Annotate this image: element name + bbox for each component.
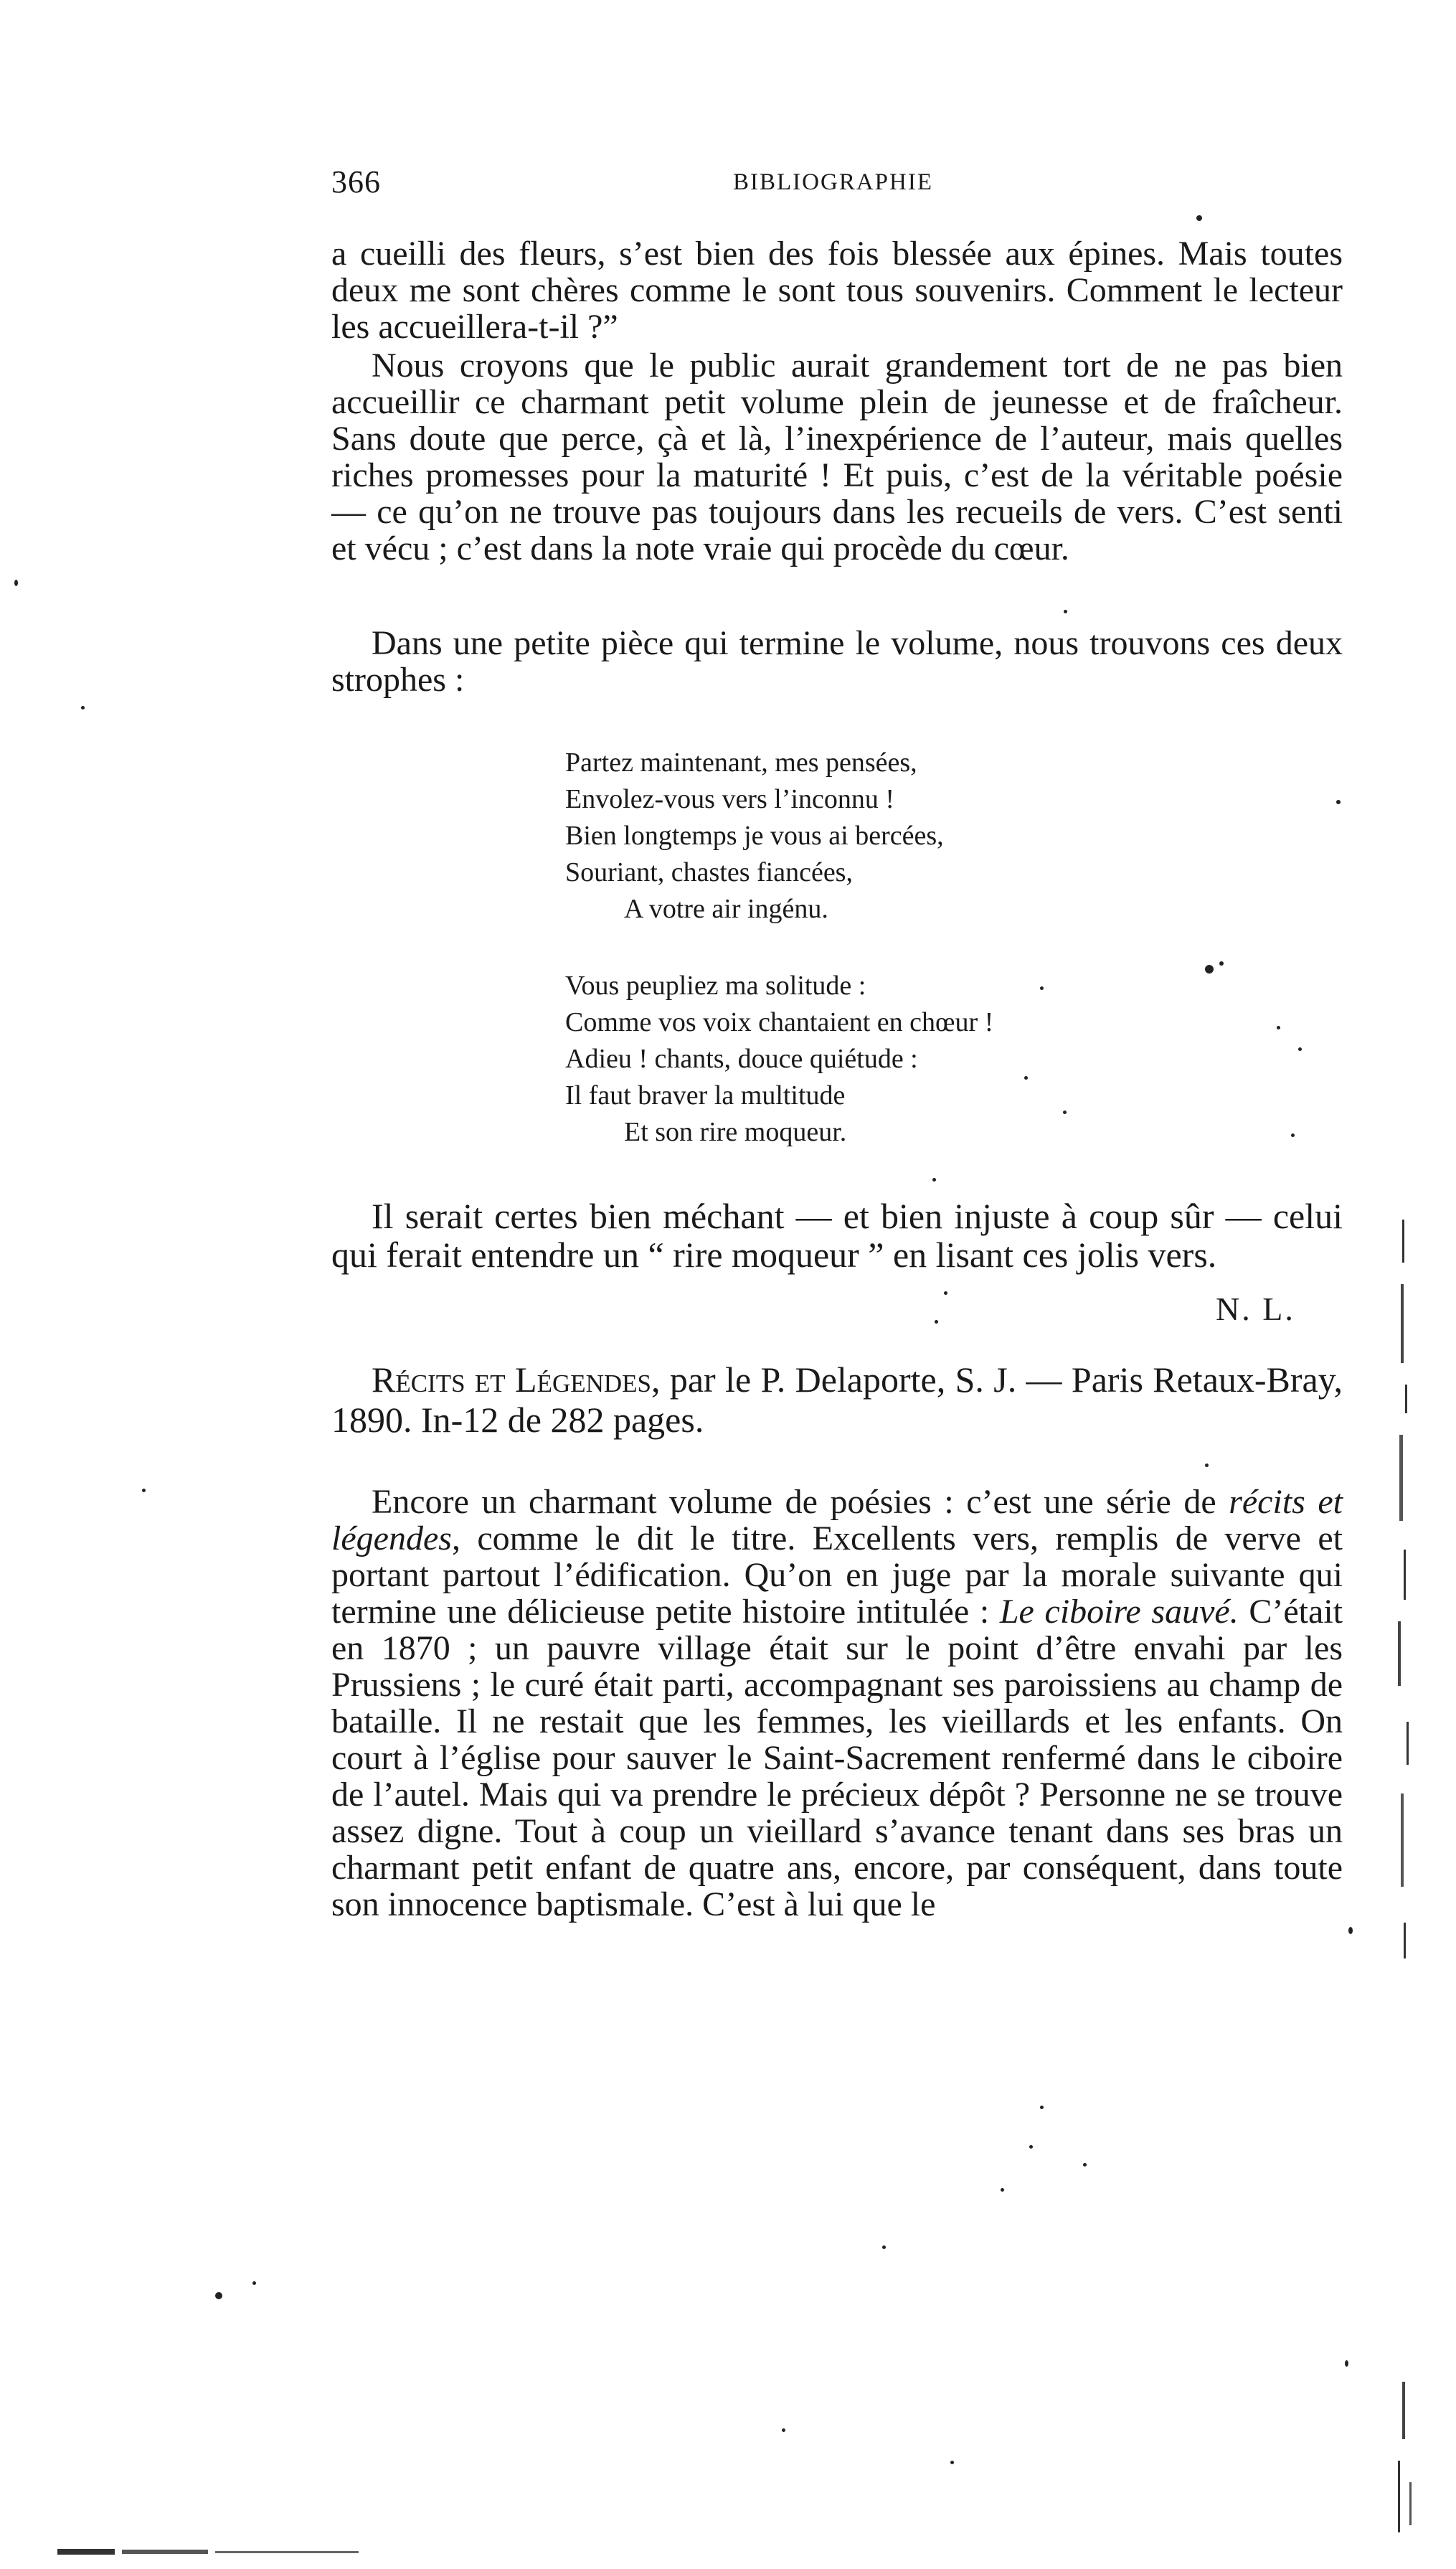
scan-speck (81, 706, 85, 710)
scan-speck (1040, 2106, 1044, 2109)
poem-line: Comme vos voix chantaient en chœur ! (565, 1007, 994, 1037)
scan-speck (1001, 2188, 1004, 2192)
scan-speck (944, 1291, 947, 1295)
scan-speck (1196, 215, 1202, 221)
paragraph-3-text: Dans une petite pièce qui termine le volume, nous trouvons ces deux strophes : (331, 624, 1343, 699)
paragraph-2-text: Nous croyons que le public aurait grandement tort de ne pas bien accueillir ce charmant petit volume plein de jeunesse et de fraîcheur. Sans doute que perce, çà et là, l’inexpérience de l’auteur, mais quelles riches promesses pour la maturité ! Et puis, c’est de la véritable poésie — ce qu’on ne trouve pas toujours dans les recueils de vers. C’est senti et vécu ; c’est dans la note vraie qui procède du cœur. (331, 347, 1343, 567)
review-book-title: Récits et Légendes (372, 1359, 652, 1400)
scan-speck (935, 1320, 938, 1324)
scan-speck (1345, 2360, 1348, 2367)
scan-speck (1219, 961, 1224, 966)
scan-speck (782, 2428, 785, 2432)
poem-line: Souriant, chastes fiancées, (565, 857, 853, 887)
paragraph-5-seg-1: Encore un charmant volume de poésies : c’est une série de (372, 1483, 1229, 1521)
scan-speck (1040, 986, 1044, 990)
scan-speck (14, 580, 18, 586)
running-head: BIBLIOGRAPHIE (733, 169, 933, 195)
scan-speck (882, 2245, 886, 2249)
scan-speck (950, 2461, 954, 2464)
scan-speck (1348, 1927, 1353, 1934)
poem-line: Vous peupliez ma solitude : (565, 971, 866, 1001)
scan-bottom-strip (57, 2547, 366, 2557)
scan-speck (1029, 2145, 1033, 2149)
scan-speck (215, 2292, 222, 2299)
scan-speck (1291, 1133, 1295, 1137)
poem-line: Adieu ! chants, douce quiétude : (565, 1044, 918, 1074)
poem-line: Il faut braver la multitude (565, 1080, 846, 1111)
poem-line: Envolez-vous vers l’inconnu ! (565, 784, 895, 814)
poem-stanza-1 (565, 745, 1211, 928)
poem-line: Partez maintenant, mes pensées, (565, 748, 917, 778)
paragraph-conclusion (331, 1197, 1343, 1274)
paragraph-5-seg-3: C’était en 1870 ; un pauvre village était sur le point d’être envahi par les Prussiens ; le curé était parti, accompagnant ses paroissiens au champ de bataille. Il ne restait que les femmes, les vieillards et les enfants. On court à l’église pour sauver le Saint-Sacrement renfermé dans le ciboire de l’autel. Mais qui va prendre le précieux dépôt ? Personne ne se trouve assez digne. Tout à coup un vieillard s’avance tenant dans ses bras un charmant petit enfant de quatre ans, encore, par conséquent, dans toute son innocence baptismale. C’est à lui que le (331, 1593, 1343, 1923)
scan-speck (1063, 1111, 1067, 1114)
paragraph-5-italic-2: Le ciboire sauvé. (999, 1593, 1239, 1631)
scan-speck (1083, 2163, 1087, 2167)
paragraph-5-seg-2: , comme le dit le titre. Excellents vers, remplis de verve et portant partout l’édification. Qu’on en juge par la morale suivante qui termine une délicieuse petite histoire intitulée : (331, 1519, 1343, 1631)
scan-speck (252, 2281, 256, 2285)
poem-line: A votre air ingénu. (624, 894, 828, 924)
paragraph-4-text: Il serait certes bien méchant — et bien injuste à coup sûr — celui qui ferait entendre un “ rire moqueur ” en lisant ces jolis vers. (331, 1196, 1343, 1275)
paragraph-5-italic-1: récits et légendes (331, 1483, 1343, 1557)
paragraph-continuation (331, 235, 1343, 345)
scan-edge-noise (1388, 1220, 1431, 2554)
paragraph-review-praise (331, 347, 1343, 567)
author-signature: N. L. (1216, 1291, 1295, 1327)
scan-speck (1024, 1076, 1028, 1080)
page-header (331, 164, 1343, 207)
review-heading-text (331, 1359, 1343, 1440)
paragraph-intro-strophes (331, 625, 1343, 698)
review-byline: , par le P. Delaporte, S. J. — Paris Retaux-Bray, 1890. In-12 de 282 pages. (331, 1359, 1343, 1440)
scan-speck (1205, 965, 1214, 974)
poem-line: Et son rire moqueur. (624, 1117, 847, 1147)
scan-speck (932, 1178, 936, 1182)
scan-speck (1336, 800, 1341, 804)
scan-speck (1277, 1026, 1280, 1029)
paragraph-1-text: a cueilli des fleurs, s’est bien des fois blessée aux épines. Mais toutes deux me sont chères comme le sont tous souvenirs. Comment le lecteur les accueillera-t-il ?” (331, 235, 1343, 346)
paragraph-review-body (331, 1484, 1343, 1923)
scan-speck (1298, 1047, 1302, 1051)
poem-line: Bien longtemps je vous ai bercées, (565, 821, 944, 851)
review-heading (331, 1359, 1343, 1440)
page-number: 366 (331, 164, 381, 199)
scan-speck (1064, 610, 1067, 613)
paragraph-5-text (331, 1484, 1343, 1923)
scan-speck (1205, 1463, 1209, 1467)
poem-stanza-2 (565, 968, 1211, 1151)
scan-speck (142, 1489, 146, 1492)
